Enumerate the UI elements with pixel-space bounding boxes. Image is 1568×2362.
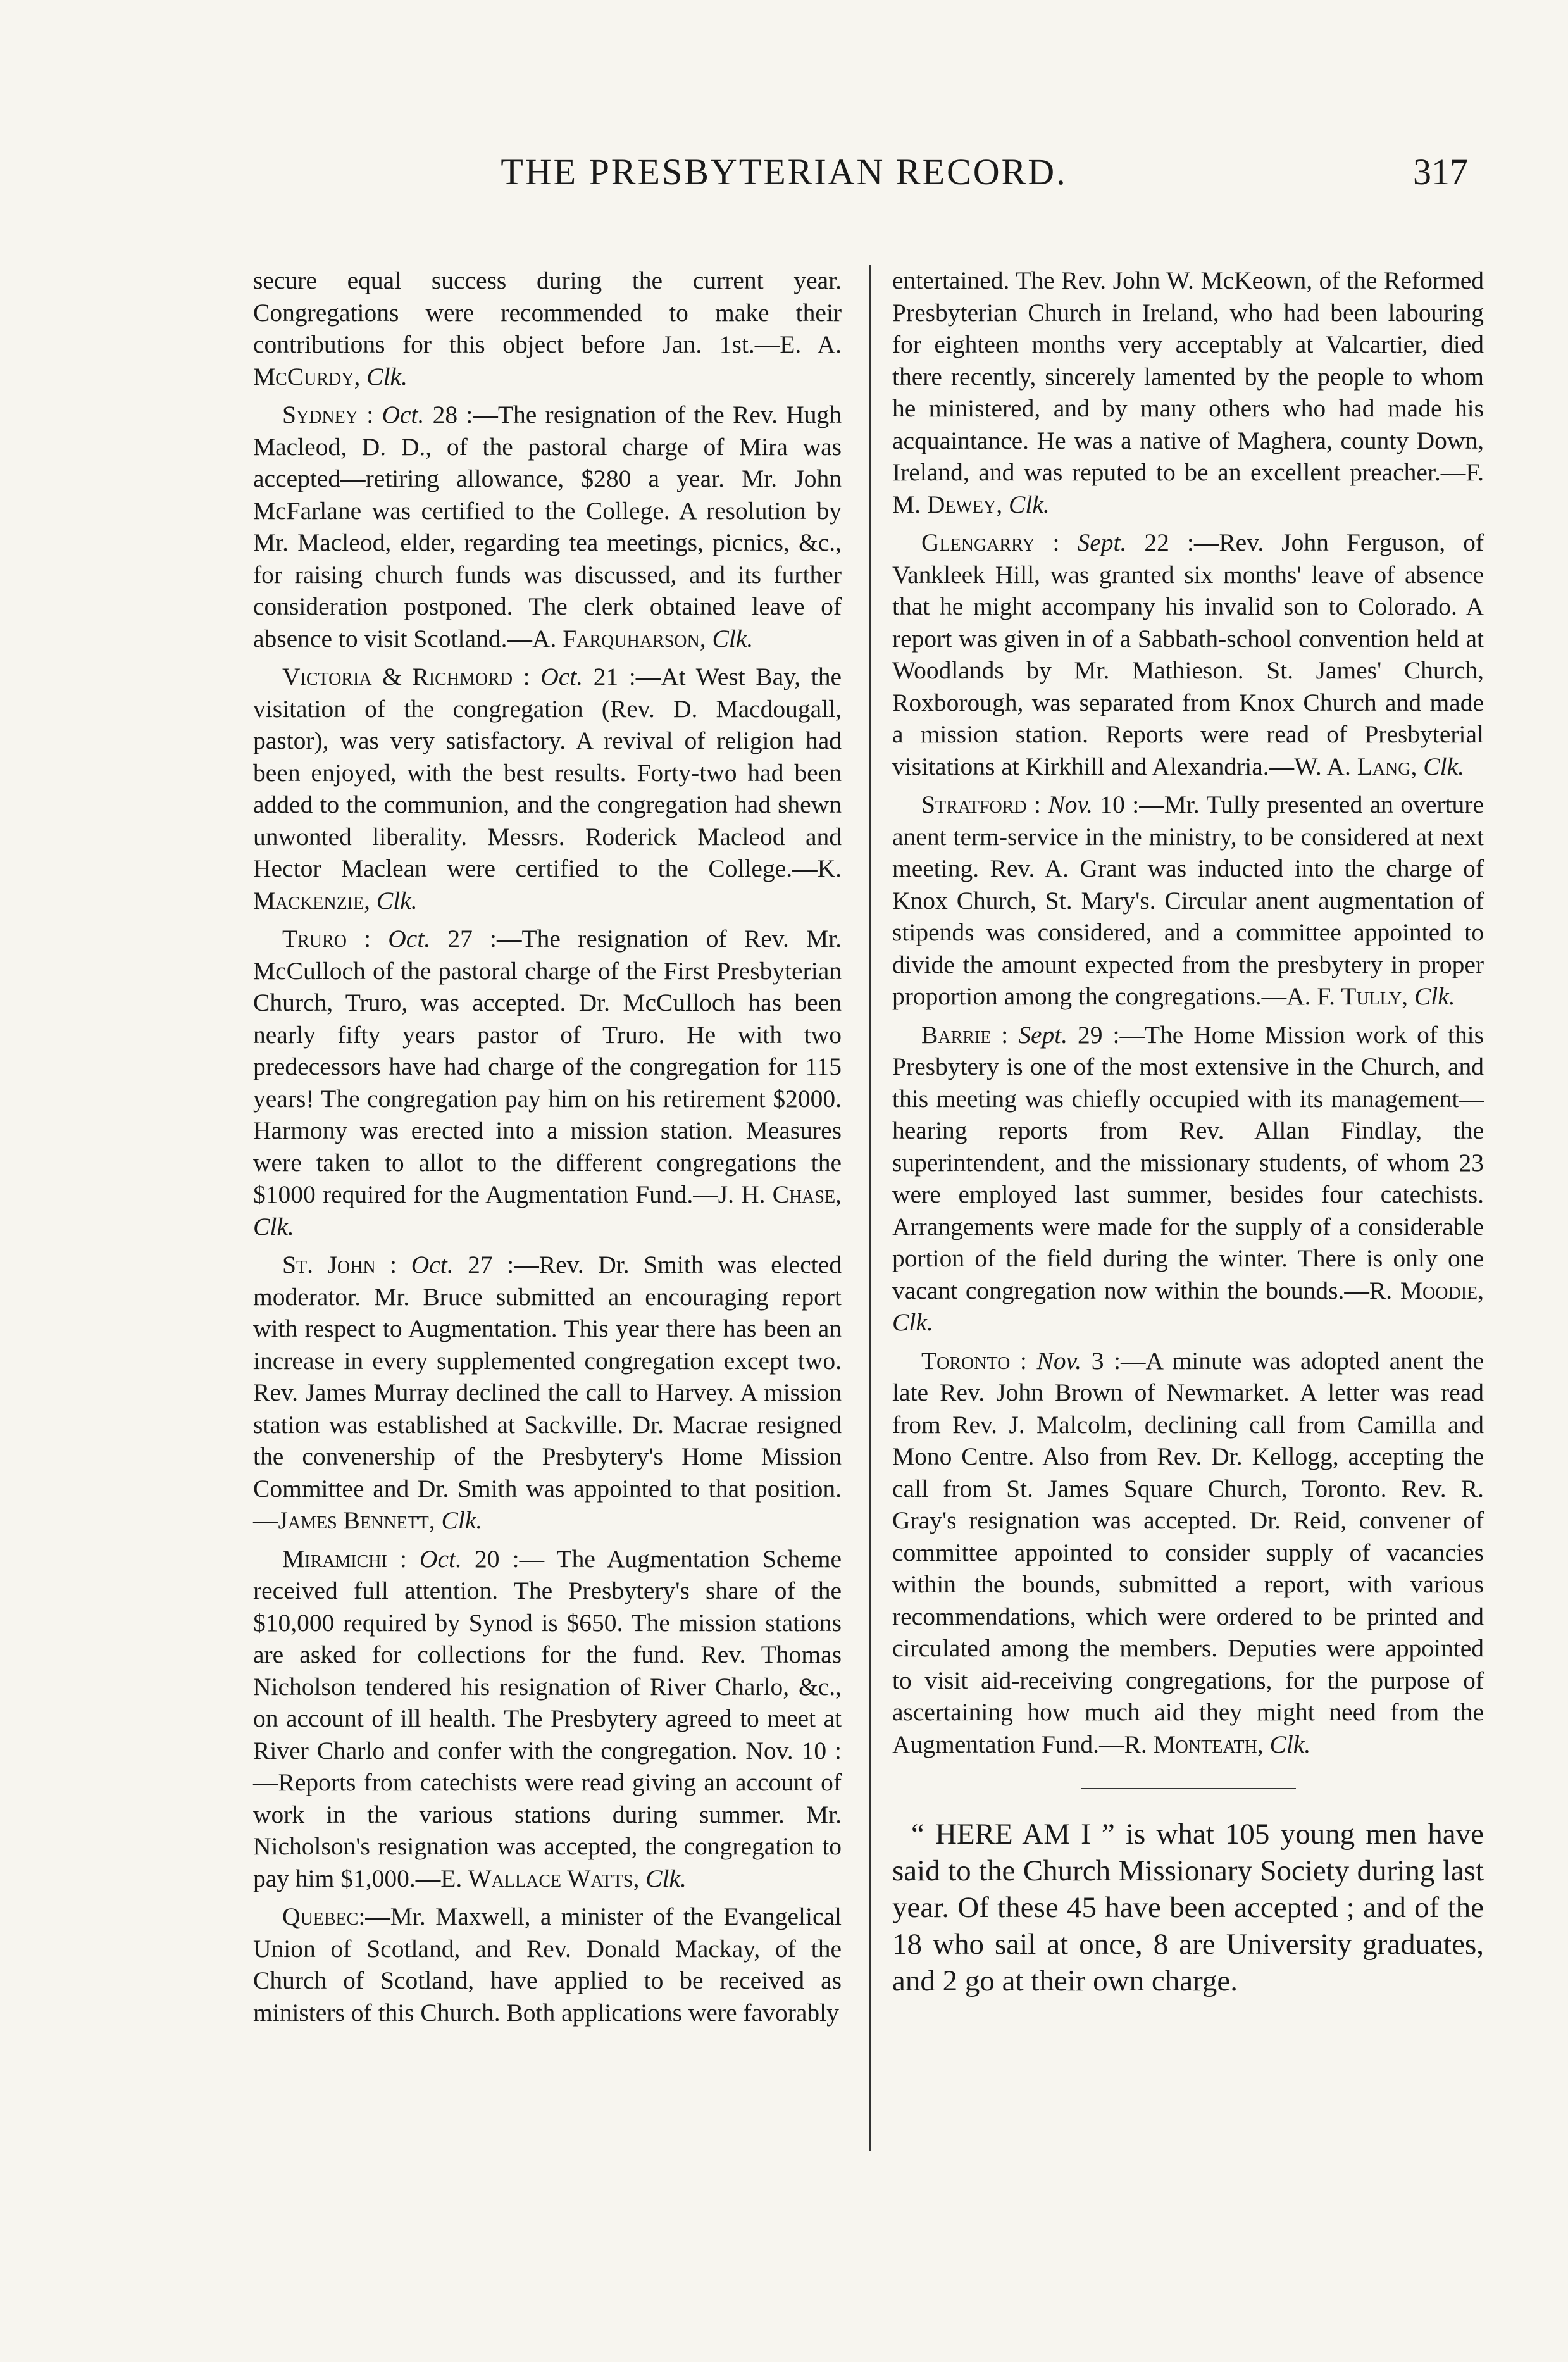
section-rule [1081, 1788, 1296, 1789]
clerk-abbrev: Clk. [441, 1506, 483, 1534]
presbytery-report [253, 1249, 842, 1537]
presbytery-report [892, 1019, 1484, 1339]
presbytery-name: Stratford [921, 790, 1027, 818]
clerk-abbrev: Clk. [1269, 1730, 1311, 1758]
presbytery-name: Quebec [282, 1903, 359, 1930]
report-month: Oct. [540, 663, 583, 690]
clerk-signature: E. A. McCurdy, [253, 330, 842, 391]
separator: : [358, 1903, 366, 1930]
clerk-signature: R. Monteath, [1124, 1730, 1264, 1758]
separator: : [346, 925, 389, 953]
clerk-abbrev: Clk. [1414, 982, 1455, 1010]
clerk-abbrev: Clk. [1009, 490, 1050, 518]
report-text: secure equal success during the current year. Congregations were recommended to make their contributions for this object before Jan. 1st.— [253, 266, 842, 358]
separator: : [387, 1544, 420, 1573]
report-text: 10 :—Mr. Tully presented an overture anent term-service in the ministry, to be considered at next meeting. Rev. A. Grant was inducted into the charge of Knox Church, St. Mary's. Circular anent augmentation of stipends was considered, and a committee appointed to divide the amount expected from the presbytery in proper proportion among the congregations.— [892, 790, 1484, 1010]
notice-lead: “ HERE AM I ” [911, 1818, 1115, 1851]
report-text: 21 :—At West Bay, the visitation of the congregation (Rev. D. Macdougall, pastor), was very satisfactory. A revival of religion had been enjoyed, with the best results. Forty-two had been added to the communion, and the congregation had shewn unwonted liberality. Messrs. Roderick Macleod and Hector Maclean were certified to the College.— [253, 663, 842, 882]
clerk-abbrev: Clk. [253, 1212, 294, 1240]
missionary-notice [892, 1816, 1484, 1999]
separator: : [358, 401, 382, 428]
presbytery-name: Barrie [921, 1020, 992, 1049]
clerk-abbrev: Clk. [366, 362, 408, 391]
presbytery-name: Sydney [282, 401, 358, 428]
presbytery-report [892, 789, 1484, 1013]
presbytery-report [253, 1901, 842, 2028]
clerk-signature: James Bennett, [278, 1506, 435, 1534]
report-text: 22 :—Rev. John Ferguson, of Vankleek Hill, was granted six months' leave of absence that he might accompany his invalid son to Colorado. A report was given in of a Sabbath-school convention held at Woodlands by Mr. Mathieson. St. James' Church, Roxborough, was separated from Knox Church and made a mission station. Reports were read of Presbyterial visitations at Kirkhill and Alexandria.— [892, 528, 1484, 780]
clerk-signature: W. A. Lang, [1294, 752, 1417, 780]
clerk-abbrev: Clk. [645, 1864, 687, 1892]
presbytery-report [892, 527, 1484, 782]
report-month: Oct. [388, 925, 431, 953]
right-column [892, 265, 1484, 1999]
report-month: Nov. [1048, 790, 1093, 818]
report-text: 29 :—The Home Mission work of this Presbytery is one of the most extensive in the Church, and this meeting was chiefly occupied with its management—hearing reports from Rev. Allan Findlay, the superintendent, and the missionary students, of whom 23 were employed last summer, besides four catechists. Arrangements were made for the supply of a considerable portion of the field during the winter. There is only one vacant congregation now within the bounds.— [892, 1020, 1484, 1304]
clerk-signature: A. F. Tully, [1286, 982, 1409, 1010]
report-text: 3 :—A minute was adopted anent the late Rev. John Brown of Newmarket. A letter was read from Rev. J. Malcolm, declining call from Camilla and Mono Centre. Also from Rev. Dr. Kellogg, accepting the call from St. James Square Church, Toronto. Rev. R. Gray's resignation was accepted. Dr. Reid, convener of committee appointed to consider supply of vacancies within the bounds, submitted a report, with various recommendations, which were ordered to be printed and circulated among the members. Deputies were appointed to visit aid-receiving congregations, for the purpose of ascertaining how much aid they might need from the Augmentation Fund.— [892, 1346, 1484, 1758]
report-month: Oct. [420, 1544, 462, 1573]
column-divider [869, 265, 871, 2151]
presbytery-name: Truro [282, 925, 347, 953]
clerk-abbrev: Clk. [712, 624, 754, 653]
presbytery-report [253, 1543, 842, 1895]
separator: : [1026, 790, 1048, 818]
separator: : [513, 663, 541, 690]
separator: : [1035, 528, 1078, 556]
clerk-abbrev: Clk. [376, 886, 418, 915]
clerk-signature: A. Farquharson, [532, 624, 706, 653]
continued-report [892, 265, 1484, 520]
report-month: Oct. [382, 401, 425, 428]
report-month: Oct. [411, 1251, 454, 1278]
clerk-signature: R. Moodie, [1369, 1276, 1484, 1304]
clerk-abbrev: Clk. [892, 1308, 933, 1336]
presbytery-name: Victoria & Richmord [282, 663, 513, 690]
presbytery-report [253, 923, 842, 1242]
notice-text: is what 105 young men have said to the Church Missionary Society during last year. Of these 45 have been accepted ; and of the 18 who sail at once, 8 are University graduates, and 2 go at their own charge. [892, 1818, 1484, 1997]
report-text: 20 :— The Augmentation Scheme received full attention. The Presbytery's share of the $10,000 required by Synod is $650. The mission stations are asked for collections for the fund. Rev. Thomas Nicholson tendered his resignation of River Charlo, &c., on account of ill health. The Presbytery agreed to meet at River Charlo and confer with the congregation. Nov. 10 :—Reports from catechists were read giving an account of work in the various stations during summer. Mr. Nicholson's resignation was accepted, the congregation to pay him $1,000.— [253, 1544, 842, 1892]
report-month: Nov. [1036, 1346, 1082, 1375]
clerk-signature: F. M. Dewey, [892, 458, 1484, 518]
left-column [253, 265, 842, 2035]
clerk-abbrev: Clk. [1423, 752, 1464, 780]
report-month: Sept. [1077, 528, 1127, 556]
report-text: 27 :—The resignation of Rev. Mr. McCulloch of the pastoral charge of the First Presbyterian Church, Truro, was accepted. Dr. McCulloch has been nearly fifty years pastor of Truro. He with two predecessors have had charge of the congregation for 115 years! The congregation pay him on his retirement $2000. Harmony was erected into a mission station. Measures were taken to allot to the different congregations the $1000 required for the Augmentation Fund.— [253, 925, 842, 1208]
separator: : [375, 1251, 411, 1278]
report-text: 28 :—The resignation of the Rev. Hugh Macleod, D. D., of the pastoral charge of Mira was accepted—retiring allowance, $280 a year. Mr. John McFarlane was certified to the College. A resolution by Mr. Macleod, elder, regarding tea meetings, picnics, &c., for raising church funds was discussed, and its further consideration postponed. The clerk obtained leave of absence to visit Scotland.— [253, 401, 842, 653]
presbytery-report [253, 661, 842, 916]
running-title: THE PRESBYTERIAN RECORD. [501, 151, 1067, 192]
continued-report [253, 265, 842, 392]
clerk-signature: E. Wallace Watts, [440, 1864, 640, 1892]
page-header [0, 151, 1568, 214]
clerk-signature: J. H. Chase, [718, 1180, 842, 1208]
presbytery-name: St. John [282, 1251, 376, 1278]
separator: : [991, 1020, 1019, 1049]
report-text: entertained. The Rev. John W. McKeown, of the Reformed Presbyterian Church in Ireland, who had been labouring for eighteen months very acceptably at Valcartier, died there recently, sincerely lamented by the people to whom he ministered, and by many others who had made his acquaintance. He was a native of Maghera, county Down, Ireland, and was reputed to be an excellent preacher.— [892, 266, 1484, 486]
presbytery-report [892, 1345, 1484, 1761]
report-text: —Mr. Maxwell, a minister of the Evangelical Union of Scotland, and Rev. Donald Mackay, of the Church of Scotland, have applied to be received as ministers of this Church. Both applications were favorably [253, 1903, 842, 2027]
report-month: Sept. [1018, 1020, 1068, 1049]
presbytery-name: Glengarry [921, 528, 1035, 556]
report-text: 27 :—Rev. Dr. Smith was elected moderator. Mr. Bruce submitted an encouraging report with respect to Augmentation. This year there has been an increase in every supplemented congregation except two. Rev. James Murray declined the call to Harvey. A mission station was established at Sackville. Dr. Macrae resigned the convenership of the Presbytery's Home Mission Committee and Dr. Smith was appointed to that position.— [253, 1251, 842, 1534]
presbytery-report [253, 399, 842, 654]
presbytery-name: Miramichi [282, 1544, 387, 1573]
presbytery-name: Toronto [921, 1346, 1011, 1375]
page-number: 317 [1413, 151, 1468, 192]
separator: : [1010, 1346, 1037, 1375]
clerk-signature: K. Mackenzie, [253, 854, 842, 915]
